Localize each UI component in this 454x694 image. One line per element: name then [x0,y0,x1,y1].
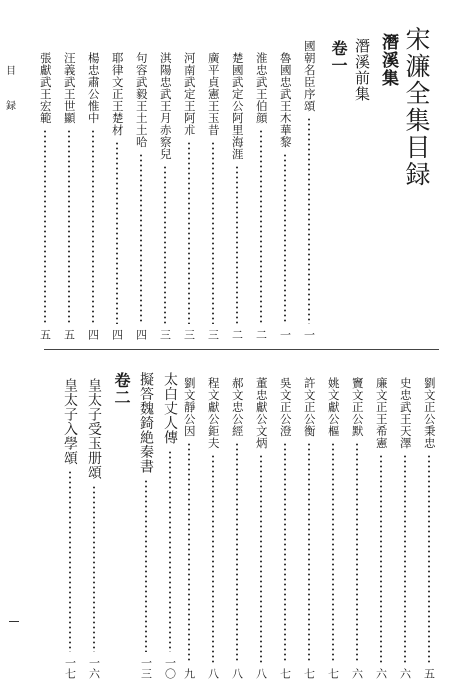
dot-leader [92,129,94,324]
entry-title: 句容武毅王土土哈 [134,52,149,148]
toc-entry[interactable] [86,52,100,340]
entry-title: 劉文靜公因 [182,377,197,437]
dot-leader [284,442,286,663]
entry-page: 一 [278,329,292,340]
toc-entry[interactable] [302,377,316,679]
collection-title: 潛溪集 [378,33,398,87]
entry-page: 六 [374,668,388,679]
entry-title: 淮忠武王伯顔 [254,52,269,124]
dot-leader [212,454,214,663]
dot-leader [188,141,190,324]
entry-page: 四 [110,329,124,340]
entry-title: 魯國忠武王木華黎 [278,52,293,148]
toc-entry[interactable] [350,377,364,679]
dot-leader [188,442,190,663]
toc-entry[interactable] [254,377,268,679]
toc-entry[interactable] [206,377,220,679]
dot-leader [140,153,142,324]
entry-title: 姚文獻公樞 [326,377,341,437]
entry-page: 一七 [63,657,77,679]
dot-leader [356,442,358,663]
toc-entry[interactable] [254,52,268,340]
entry-page: 三 [206,329,220,340]
volume-one-heading: 卷一 [329,40,348,74]
entry-title: 董忠獻公文炳 [254,377,269,449]
entry-title: 吳文正公澄 [278,377,293,437]
entry-page: 五 [38,329,52,340]
toc-entry[interactable] [182,52,196,340]
dot-leader [308,442,310,663]
toc-entry[interactable] [86,378,102,679]
toc-entry[interactable] [62,52,76,340]
margin-label-lu: 録 [6,101,16,112]
entry-title: 淇陽忠武王月赤察兒 [158,52,173,160]
toc-entry[interactable] [182,377,196,679]
dot-leader [260,129,262,324]
entry-page: 五 [62,329,76,340]
entry-page: 三 [182,329,196,340]
entry-title: 國朝名臣序頌 [302,40,317,112]
entry-page: 七 [278,668,292,679]
entry-title: 太白丈人傳 [162,372,178,445]
entry-title: 擬答魏錡絶秦書 [138,372,154,474]
toc-entry[interactable] [398,377,412,679]
dot-leader [145,479,147,653]
toc-entry[interactable] [278,377,292,679]
entry-title: 張獻武王宏範 [38,52,53,124]
entry-page: 四 [86,329,100,340]
toc-entry[interactable] [374,377,388,679]
entry-page: 六 [350,668,364,679]
dot-leader [428,454,430,663]
toc-entry[interactable] [278,52,292,340]
toc-entry[interactable] [110,52,124,340]
entry-title: 皇太子受玉册頌 [86,378,102,480]
entry-page: 四 [134,329,148,340]
dot-leader [260,454,262,663]
dot-leader [404,454,406,663]
entry-page: 九 [182,668,196,679]
entry-title: 廣平貞憲王玉昔 [206,52,221,136]
entry-title: 耶律文正王楚材 [110,52,125,136]
entry-page: 五 [422,668,436,679]
toc-entry[interactable] [230,52,244,340]
dot-leader [212,141,214,324]
toc-entry[interactable] [38,52,52,340]
entry-title: 程文獻公鉅夫 [206,377,221,449]
dot-leader [236,442,238,663]
entry-page: 二 [230,329,244,340]
entry-page: 七 [326,668,340,679]
dot-leader [93,485,95,653]
entry-page: 六 [398,668,412,679]
entry-title: 汪義武王世顯 [62,52,77,124]
entry-title: 史忠武王天澤 [398,377,413,449]
dot-leader [116,141,118,324]
page-title: 宋濂全集目録 [402,26,431,188]
entry-page: 八 [230,668,244,679]
entry-page: 一六 [87,657,101,679]
dot-leader [68,129,70,324]
toc-entry[interactable] [162,372,178,679]
margin-label-mu: 目 [6,66,16,77]
entry-title: 楊忠肅公惟中 [86,52,101,124]
dot-leader [69,470,71,652]
toc-entry[interactable] [230,377,244,679]
dot-leader [332,442,334,663]
entry-title: 許文正公衡 [302,377,317,437]
toc-entry[interactable] [134,52,148,340]
toc-entry[interactable] [158,52,172,340]
toc-entry[interactable] [326,377,340,679]
dot-leader [164,165,166,324]
dot-leader [44,129,46,324]
entry-page: 二 [254,329,268,340]
subcollection-title: 潛溪前集 [353,38,371,102]
entry-page: 一〇 [163,657,177,679]
toc-entry[interactable] [206,52,220,340]
folio-number [9,614,10,615]
dot-leader [308,117,310,324]
entry-page: 三 [158,329,172,340]
dot-leader [236,165,238,324]
entry-title: 劉文正公秉忠 [422,377,437,449]
entry-page: 一 [302,329,316,340]
entry-title: 廉文正王希憲 [374,377,389,449]
section-divider [44,349,439,350]
entry-page: 七 [302,668,316,679]
toc-entry[interactable] [138,372,154,679]
entry-title: 楚國武定公阿里海涯 [230,52,245,160]
folio-mark [9,621,19,622]
dot-leader [380,454,382,663]
entry-page: 八 [206,668,220,679]
entry-page: 一三 [139,657,153,679]
dot-leader [284,153,286,324]
dot-leader [169,450,171,653]
entry-title: 郝文忠公經 [230,377,245,437]
toc-entry[interactable] [302,40,316,340]
entry-title: 竇文正公默 [350,377,365,437]
toc-entry[interactable] [62,378,78,679]
entry-page: 八 [254,668,268,679]
entry-title: 河南武定王阿朮 [182,52,197,136]
volume-two-heading: 卷二 [112,372,131,406]
entry-title: 皇太子入學頌 [62,378,78,465]
toc-entry[interactable] [422,377,436,679]
